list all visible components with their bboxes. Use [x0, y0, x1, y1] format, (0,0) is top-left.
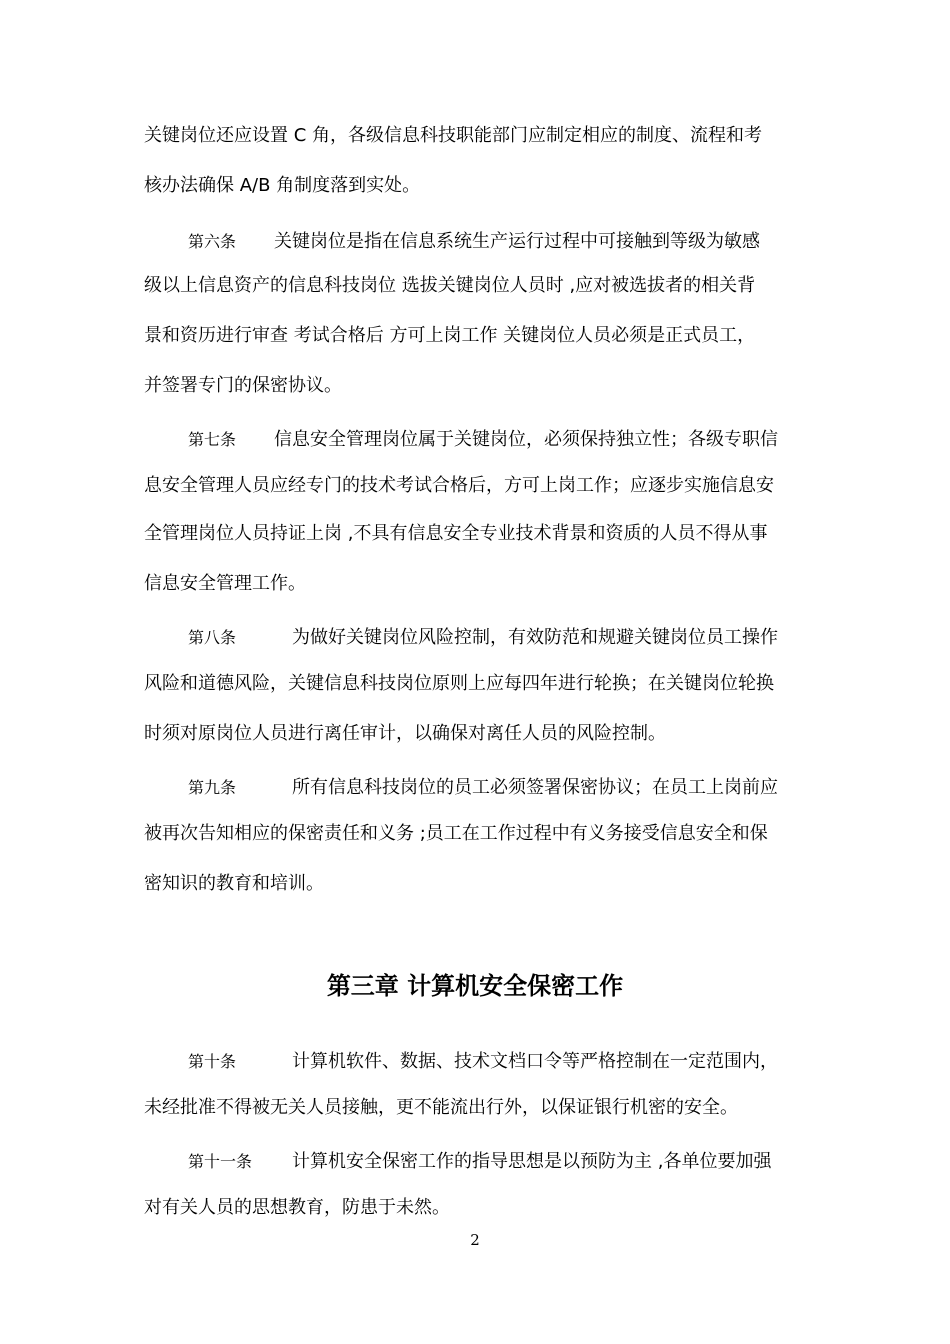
- article-6-line-4: 并签署专门的保密协议。: [144, 375, 342, 396]
- article-6-label: 第六条: [188, 232, 237, 251]
- article-7-text: 信息安全管理岗位属于关键岗位，必须保持独立性；各级专职信: [274, 429, 778, 450]
- continuation-line-2: 核办法确保 A/B 角制度落到实处。: [144, 175, 421, 196]
- article-8-first-line: [188, 626, 778, 650]
- article-8-line-3: 时须对原岗位人员进行离任审计，以确保对离任人员的风险控制。: [144, 723, 666, 744]
- article-11-label: 第十一条: [188, 1152, 253, 1171]
- article-6-first-line: [188, 230, 760, 254]
- article-6-line-3: 景和资历进行审查 考试合格后 方可上岗工作 关键岗位人员必须是正式员工，: [144, 325, 756, 346]
- article-7-first-line: [188, 428, 778, 452]
- article-6-text: 关键岗位是指在信息系统生产运行过程中可接触到等级为敏感: [274, 231, 760, 252]
- article-10-line-2: 未经批准不得被无关人员接触，更不能流出行外，以保证银行机密的安全。: [144, 1097, 738, 1118]
- article-10-text: 计算机软件、数据、技术文档口令等严格控制在一定范围内，: [292, 1051, 778, 1072]
- page-number: 2: [470, 1231, 480, 1249]
- article-10-first-line: [188, 1050, 778, 1074]
- article-7-line-2: 息安全管理人员应经专门的技术考试合格后，方可上岗工作；应逐步实施信息安: [144, 475, 774, 496]
- article-9-text: 所有信息科技岗位的员工必须签署保密协议；在员工上岗前应: [292, 777, 778, 798]
- article-11-line-2: 对有关人员的思想教育，防患于未然。: [144, 1197, 450, 1218]
- article-10-label: 第十条: [188, 1052, 237, 1071]
- article-8-line-2: 风险和道德风险，关键信息科技岗位原则上应每四年进行轮换；在关键岗位轮换: [144, 673, 774, 694]
- article-9-line-3: 密知识的教育和培训。: [144, 873, 324, 894]
- continuation-line-1: 关键岗位还应设置 C 角，各级信息科技职能部门应制定相应的制度、流程和考: [144, 125, 763, 146]
- article-9-line-2: 被再次告知相应的保密责任和义务 ;员工在工作过程中有义务接受信息安全和保: [144, 823, 768, 844]
- article-9-first-line: [188, 776, 778, 800]
- article-8-label: 第八条: [188, 628, 237, 647]
- article-11-first-line: [188, 1150, 771, 1174]
- article-6-line-2: 级以上信息资产的信息科技岗位 选拔关键岗位人员时 ,应对被选拔者的相关背: [144, 275, 756, 296]
- article-7-line-4: 信息安全管理工作。: [144, 573, 306, 594]
- article-9-label: 第九条: [188, 778, 237, 797]
- chapter-heading: 第三章 计算机安全保密工作: [326, 972, 624, 1000]
- article-7-label: 第七条: [188, 430, 237, 449]
- article-11-text: 计算机安全保密工作的指导思想是以预防为主 ,各单位要加强: [292, 1151, 772, 1172]
- article-7-line-3: 全管理岗位人员持证上岗 ,不具有信息安全专业技术背景和资质的人员不得从事: [144, 523, 768, 544]
- article-8-text: 为做好关键岗位风险控制，有效防范和规避关键岗位员工操作: [292, 627, 778, 648]
